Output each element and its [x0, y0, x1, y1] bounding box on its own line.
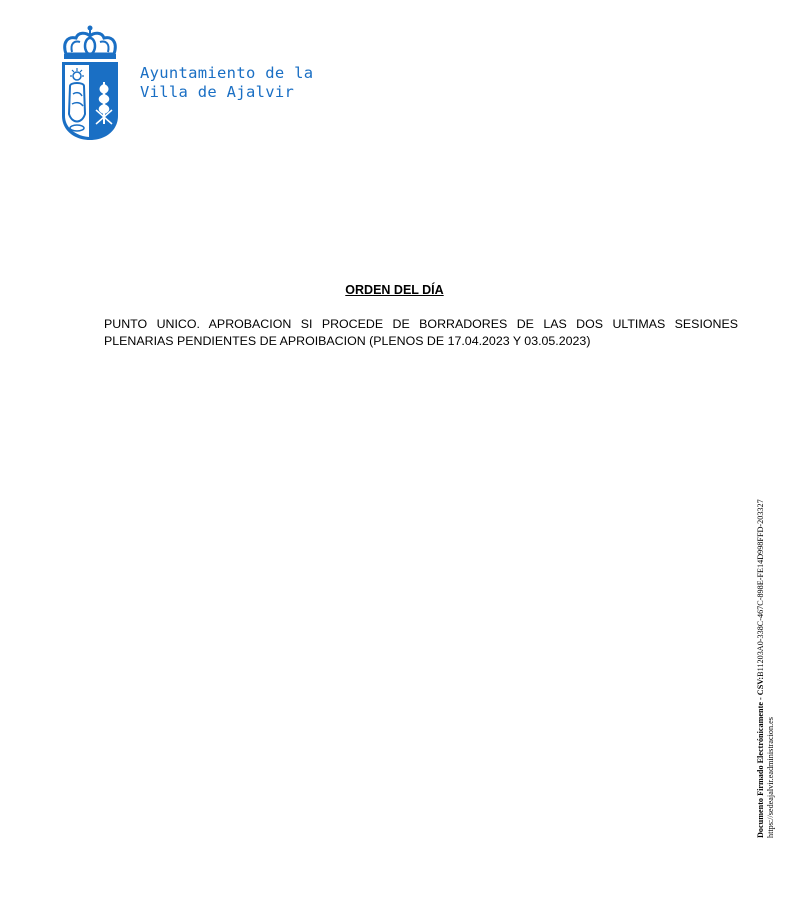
letterhead: [58, 24, 313, 142]
electronic-signature-stamp: [756, 499, 776, 838]
document-title: ORDEN DEL DÍA: [345, 283, 444, 297]
municipal-coat-of-arms-icon: [58, 24, 122, 142]
signature-csv: B11203A0-338C-467C-898E-FE14D998FFD-203327: [756, 499, 765, 677]
signature-stamp-line1: [756, 499, 766, 838]
organization-name-line1: Ayuntamiento de la: [140, 64, 314, 82]
agenda-item: PUNTO UNICO. APROBACION SI PROCEDE DE BORRADORES DE LAS DOS ULTIMAS SESIONES PLENARIAS PENDIENTES DE APROIBACION (PLENOS DE 17.04.2023 Y 03.05.2023): [104, 317, 738, 348]
organization-name-line2: Villa de Ajalvir: [140, 83, 295, 101]
signature-url[interactable]: https://sedeajalvir.eadministracion.es: [766, 717, 775, 838]
organization-name: [140, 64, 313, 102]
signature-label: Documento Firmado Electrónicamente - CSV:: [756, 676, 765, 838]
